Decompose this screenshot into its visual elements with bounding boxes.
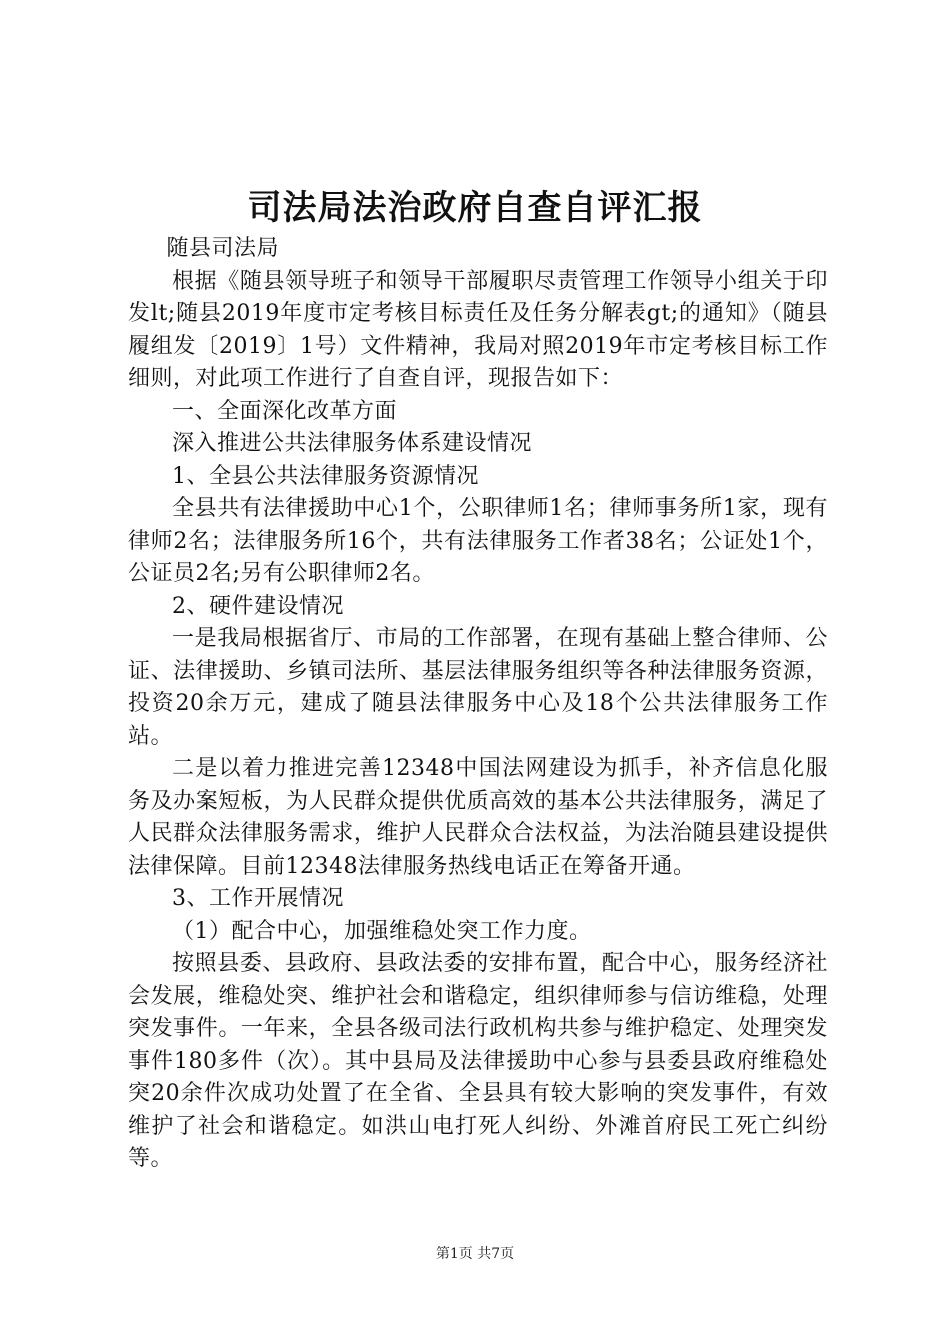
page-footer: 第1页 共7页 [435,1246,515,1262]
document-title: 司法局法治政府自查自评汇报 [247,188,703,228]
paragraph-author: 随县司法局 [166,236,280,261]
item-heading-1: 1、全县公共法律服务资源情况 [172,463,479,489]
item-heading-2: 2、硬件建设情况 [172,593,344,619]
subitem-heading-1: （1）配合中心，加强维稳处突工作力度。 [172,918,592,944]
subsection-heading: 深入推进公共法律服务体系建设情况 [172,431,533,456]
document-body [128,233,828,1176]
paragraph-hardware-2: 二是以着力推进完善12348中国法网建设为抓手，补齐信息化服务及办案短板，为人民群众提供优质高效的基本公共法律服务，满足了人民群众法律服务需求，维护人民群众合法权益，为法治随县建设提供法律保障。目前12348法律服务热线电话正在筹备开通。 [128,756,828,879]
section-heading-1: 一、全面深化改革方面 [172,398,398,424]
paragraph-hardware-1: 一是我局根据省厅、市局的工作部署，在现有基础上整合律师、公证、法律援助、乡镇司法所、基层法律服务组织等各种法律服务资源，投资20余万元，建成了随县法律服务中心及18个公共法律服务工作站。 [128,626,828,749]
paragraph-stability: 按照县委、县政府、县政法委的安排布置，配合中心，服务经济社会发展，维稳处突、维护社会和谐稳定，组织律师参与信访维稳，处理突发事件。一年来，全县各级司法行政机构共参与维护稳定、处理突发事件180多件（次）。其中县局及法律援助中心参与县委县政府维稳处突20余件次成功处置了在全省、全县具有较大影响的突发事件，有效维护了社会和谐稳定。如洪山电打死人纠纷、外滩首府民工死亡纠纷等。 [128,951,828,1171]
paragraph-intro: 根据《随县领导班子和领导干部履职尽责管理工作领导小组关于印发lt;随县2019年度市定考核目标责任及任务分解表gt;的通知》（随县履组发〔2019〕1号）文件精神，我局对照2019年市定考核目标工作细则，对此项工作进行了自查自评，现报告如下： [128,268,828,391]
item-heading-3: 3、工作开展情况 [172,886,344,911]
paragraph-resources: 全县共有法律援助中心1个，公职律师1名；律师事务所1家，现有律师2名；法律服务所16个，共有法律服务工作者38名；公证处1个，公证员2名;另有公职律师2名。 [128,496,828,586]
